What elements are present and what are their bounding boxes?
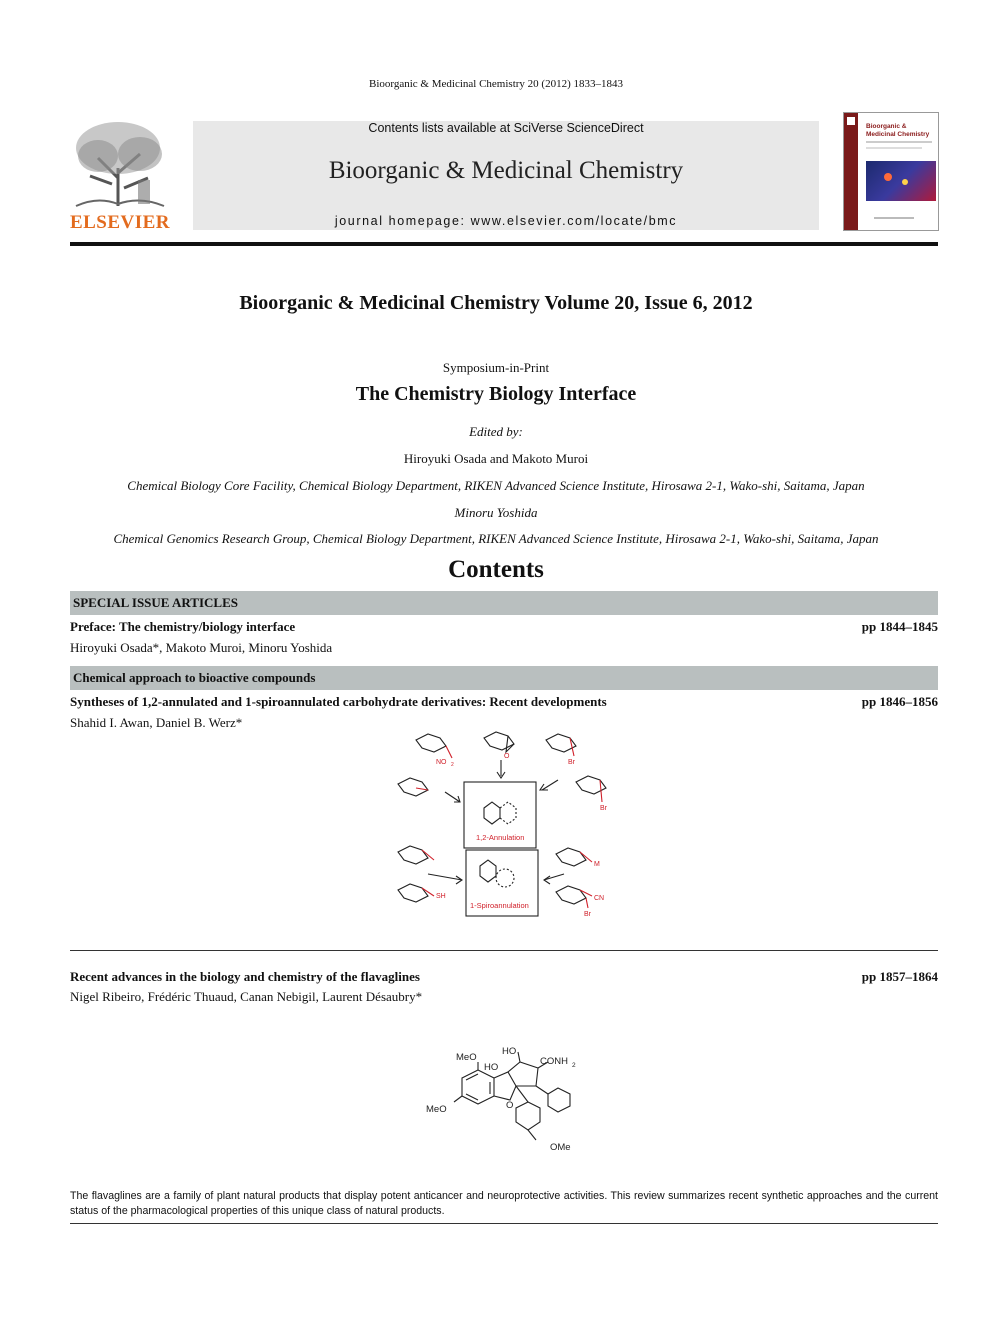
label-br-1: Br [568, 759, 575, 766]
label-ring-o: O [506, 1100, 514, 1111]
label-no2: NO [436, 759, 447, 766]
article-title-preface[interactable]: Preface: The chemistry/biology interface [70, 619, 296, 634]
journal-name: Bioorganic & Medicinal Chemistry [328, 157, 684, 184]
label-sh: SH [436, 893, 446, 900]
article-authors-flavaglines: Nigel Ribeiro, Frédéric Thuaud, Canan Nebigil, Laurent Désaubry* [70, 989, 423, 1004]
editors-line-1: Hiroyuki Osada and Makoto Muroi [403, 451, 589, 466]
footer-rule [70, 1223, 938, 1224]
label-epoxide-o: O [504, 753, 510, 760]
article-authors-preface: Hiroyuki Osada*, Makoto Muroi, Minoru Yoshida [70, 640, 333, 655]
cover-image [866, 161, 936, 201]
label-br-2: Br [600, 805, 607, 812]
journal-homepage[interactable]: journal homepage: www.elsevier.com/locate/bmc [334, 214, 678, 228]
label-ho-2: HO [502, 1046, 517, 1057]
label-ho-1: HO [484, 1062, 499, 1073]
section-bar-special-issue: SPECIAL ISSUE ARTICLES [70, 591, 938, 615]
label-no2-sub: 2 [451, 762, 454, 768]
contents-heading: Contents [448, 556, 544, 583]
cover-title: Bioorganic & Medicinal Chemistry [866, 123, 930, 138]
article-divider [70, 950, 938, 951]
article-pages-flavaglines: pp 1857–1864 [861, 969, 938, 984]
symposium-label: Symposium-in-Print [442, 360, 550, 375]
label-ome: OMe [550, 1142, 571, 1153]
label-spiroannulation: 1-Spiroannulation [470, 901, 529, 910]
affiliation-1: Chemical Biology Core Facility, Chemical Biology Department, RIKEN Advanced Science Institute, Hirosawa 2-1, Wako-shi, Saitama, Japan [127, 478, 865, 493]
symposium-title: The Chemistry Biology Interface [355, 383, 637, 405]
editor-line-2: Minoru Yoshida [454, 505, 538, 520]
article-abstract-flavaglines: The flavaglines are a family of plant natural products that display potent anticancer and neuroprotective activities. This review summarizes recent synthetic approaches and the current status of the pharmacological properties of this unique class of natural products. [70, 1190, 938, 1217]
label-meo-2: MeO [426, 1104, 447, 1115]
elsevier-wordmark: ELSEVIER [69, 212, 171, 233]
label-conh2-sub: 2 [572, 1062, 576, 1069]
label-meo-1: MeO [456, 1052, 477, 1063]
article-title-carbohydrate[interactable]: Syntheses of 1,2-annulated and 1-spiroannulated carbohydrate derivatives: Recent developments [70, 694, 607, 709]
graphical-abstract-carbohydrate [388, 728, 618, 918]
label-m: M [594, 861, 600, 868]
edited-by-label: Edited by: [469, 424, 523, 439]
sciencedirect-line: Contents lists available at SciVerse ScienceDirect [368, 121, 644, 135]
elsevier-logo [68, 118, 172, 236]
label-br-3: Br [584, 911, 591, 918]
label-cn: CN [594, 895, 605, 902]
article-title-flavaglines[interactable]: Recent advances in the biology and chemistry of the flavaglines [70, 969, 420, 984]
affiliation-2: Chemical Genomics Research Group, Chemical Biology Department, RIKEN Advanced Science Institute, Hirosawa 2-1, Wako-shi, Saitama, Japan [113, 531, 879, 546]
section-bar-chemical-approach: Chemical approach to bioactive compounds [70, 666, 938, 690]
article-authors-carbohydrate: Shahid I. Awan, Daniel B. Werz* [70, 715, 243, 730]
label-annulation: 1,2-Annulation [476, 833, 525, 842]
label-conh2: CONH [540, 1056, 568, 1067]
volume-title: Bioorganic & Medicinal Chemistry Volume 20, Issue 6, 2012 [239, 292, 753, 314]
graphical-abstract-flavagline [424, 1040, 584, 1156]
journal-masthead [193, 121, 819, 230]
journal-citation: Bioorganic & Medicinal Chemistry 20 (2012) 1833–1843 [369, 78, 623, 90]
article-pages-carbohydrate: pp 1846–1856 [861, 694, 938, 709]
header-rule [70, 242, 938, 246]
journal-cover [843, 112, 939, 231]
article-pages-preface: pp 1844–1845 [861, 619, 938, 634]
